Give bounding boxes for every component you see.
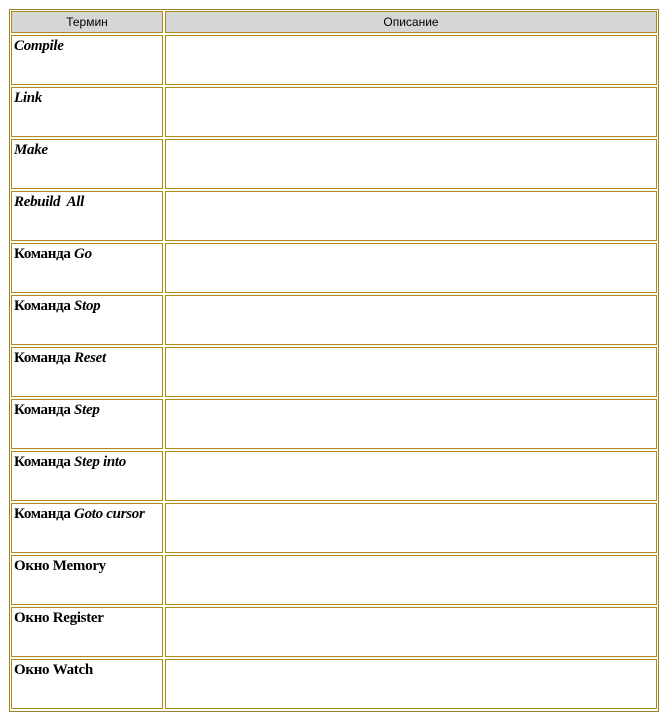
table-row <box>11 35 657 85</box>
table-row <box>11 87 657 137</box>
table-row <box>11 295 657 345</box>
term-prefix: Окно Watch <box>14 662 93 678</box>
term-cell <box>11 243 163 293</box>
term-cell <box>11 607 163 657</box>
term-cell <box>11 399 163 449</box>
table-row <box>11 555 657 605</box>
table-row <box>11 347 657 397</box>
table-row <box>11 503 657 553</box>
term-prefix: Команда <box>14 402 75 418</box>
term-italic: Go <box>74 246 92 262</box>
term-prefix: Команда <box>14 454 75 470</box>
term-italic: Stop <box>74 298 101 314</box>
term-italic: Step into <box>74 454 126 470</box>
description-cell[interactable] <box>165 399 657 449</box>
description-cell[interactable] <box>165 191 657 241</box>
term-italic: Step <box>74 402 100 418</box>
table-row <box>11 191 657 241</box>
description-cell[interactable] <box>165 139 657 189</box>
description-cell[interactable] <box>165 35 657 85</box>
term-italic: Reset <box>74 350 106 366</box>
term-prefix: Команда <box>14 506 75 522</box>
description-cell[interactable] <box>165 347 657 397</box>
term-prefix: Команда <box>14 298 75 314</box>
description-cell[interactable] <box>165 555 657 605</box>
table-row <box>11 659 657 709</box>
term-cell <box>11 191 163 241</box>
term-cell <box>11 87 163 137</box>
term-prefix: Окно Memory <box>14 558 106 574</box>
term-prefix: Окно Register <box>14 610 104 626</box>
term-cell <box>11 35 163 85</box>
term-italic: Goto cursor <box>74 506 145 522</box>
description-cell[interactable] <box>165 607 657 657</box>
terms-table <box>9 9 659 711</box>
description-cell[interactable] <box>165 503 657 553</box>
terms-table-frame <box>9 9 659 712</box>
term-cell <box>11 295 163 345</box>
term-cell <box>11 659 163 709</box>
description-cell[interactable] <box>165 295 657 345</box>
term-italic: Rebuild All <box>14 194 85 210</box>
table-row <box>11 607 657 657</box>
term-italic: Compile <box>14 38 64 54</box>
header-description: Описание <box>165 11 657 33</box>
description-cell[interactable] <box>165 451 657 501</box>
description-cell[interactable] <box>165 87 657 137</box>
term-cell <box>11 347 163 397</box>
term-cell <box>11 139 163 189</box>
term-cell <box>11 555 163 605</box>
term-prefix: Команда <box>14 246 75 262</box>
header-term: Термин <box>11 11 163 33</box>
description-cell[interactable] <box>165 659 657 709</box>
term-cell <box>11 451 163 501</box>
term-cell <box>11 503 163 553</box>
term-italic: Make <box>14 142 48 158</box>
table-row <box>11 139 657 189</box>
table-row <box>11 451 657 501</box>
description-cell[interactable] <box>165 243 657 293</box>
table-row <box>11 399 657 449</box>
table-header-row <box>11 11 657 33</box>
term-italic: Link <box>14 90 42 106</box>
term-prefix: Команда <box>14 350 75 366</box>
table-row <box>11 243 657 293</box>
